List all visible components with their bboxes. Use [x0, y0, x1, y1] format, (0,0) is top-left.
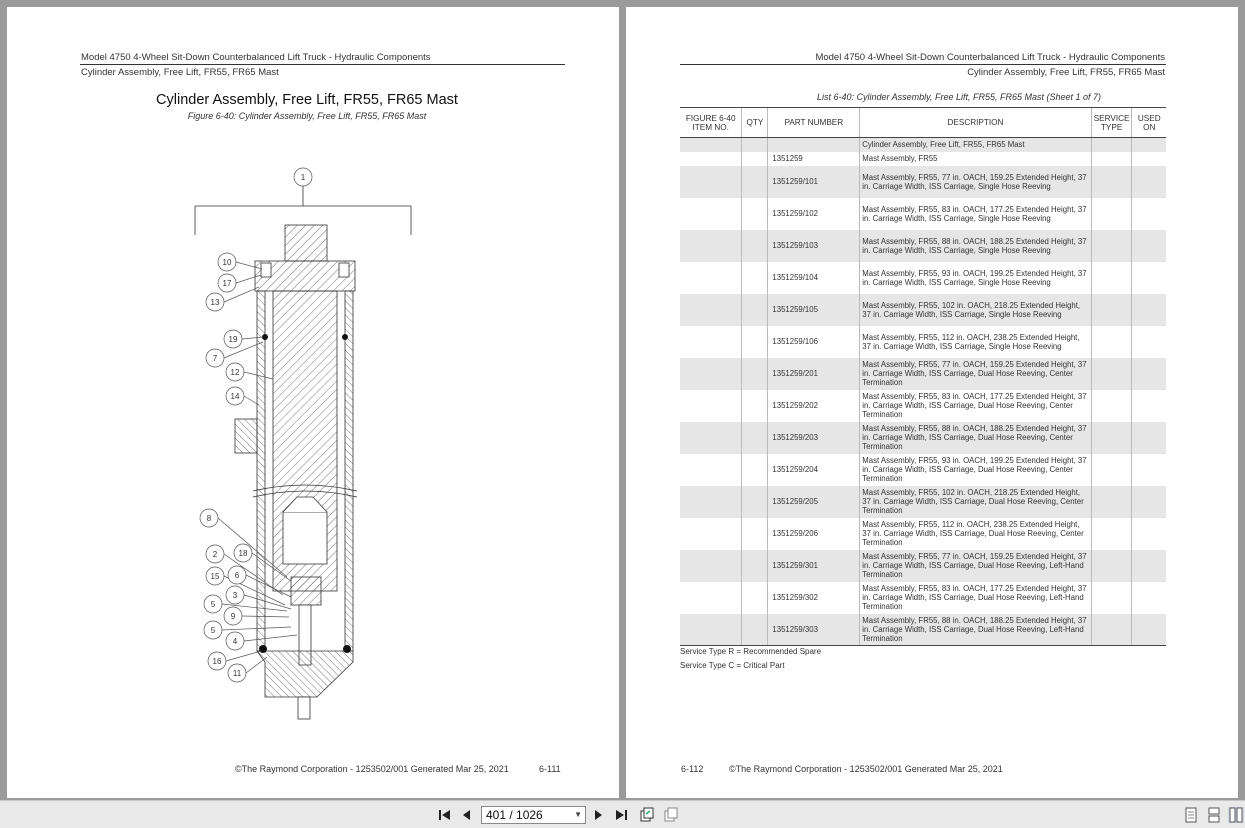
- footer-copyright: ©The Raymond Corporation - 1253502/001 Generated Mar 25, 2021: [235, 764, 509, 774]
- table-row: [680, 454, 1166, 486]
- parts-table: [680, 107, 1166, 646]
- table-row: [680, 518, 1166, 550]
- cell-part-number: 1351259/201: [768, 358, 860, 390]
- cell-service-type: [1091, 198, 1132, 230]
- cell-item-no: [680, 422, 742, 454]
- cell-used-on: [1132, 582, 1166, 614]
- note-service-type-c: Service Type C = Critical Part: [680, 661, 785, 670]
- cell-used-on: [1132, 152, 1166, 166]
- svg-text:5: 5: [210, 600, 216, 609]
- cell-used-on: [1132, 166, 1166, 198]
- cell-part-number: 1351259/205: [768, 486, 860, 518]
- page-header-title: Model 4750 4-Wheel Sit-Down Counterbalanced Lift Truck - Hydraulic Components: [815, 52, 1165, 63]
- svg-text:10: 10: [222, 258, 232, 267]
- cell-used-on: [1132, 422, 1166, 454]
- cell-qty: [742, 614, 768, 646]
- cell-service-type: [1091, 454, 1132, 486]
- cell-qty: [742, 230, 768, 262]
- svg-text:17: 17: [222, 279, 232, 288]
- page-header-subtitle: Cylinder Assembly, Free Lift, FR55, FR65 Mast: [81, 67, 279, 78]
- cell-description: Mast Assembly, FR55, 83 in. OACH, 177.25 Extended Height, 37 in. Carriage Width, ISS Carriage, Single Hose Reeving: [860, 198, 1091, 230]
- cell-description: Cylinder Assembly, Free Lift, FR55, FR65 Mast: [860, 138, 1091, 152]
- cell-used-on: [1132, 390, 1166, 422]
- cell-qty: [742, 262, 768, 294]
- cell-item-no: [680, 454, 742, 486]
- cell-description: Mast Assembly, FR55, 93 in. OACH, 199.25 Extended Height, 37 in. Carriage Width, ISS Carriage, Single Hose Reeving: [860, 262, 1091, 294]
- forward-view-icon[interactable]: [662, 807, 680, 823]
- table-row: [680, 486, 1166, 518]
- cell-qty: [742, 358, 768, 390]
- callout-13: [206, 287, 259, 311]
- cell-part-number: 1351259/203: [768, 422, 860, 454]
- col-used-on: USED ON: [1132, 108, 1166, 138]
- cell-part-number: 1351259/101: [768, 166, 860, 198]
- svg-text:13: 13: [210, 298, 220, 307]
- cell-service-type: [1091, 550, 1132, 582]
- cell-item-no: [680, 230, 742, 262]
- svg-text:8: 8: [206, 514, 212, 523]
- page-header-subtitle: Cylinder Assembly, Free Lift, FR55, FR65 Mast: [967, 67, 1165, 78]
- footer-page-number: 6-112: [681, 764, 704, 774]
- cell-service-type: [1091, 138, 1132, 152]
- back-view-icon[interactable]: [638, 807, 656, 823]
- cell-description: Mast Assembly, FR55, 88 in. OACH, 188.25 Extended Height, 37 in. Carriage Width, ISS Carriage, Dual Hose Reeving, Center Termination: [860, 422, 1091, 454]
- cell-description: Mast Assembly, FR55, 88 in. OACH, 188.25 Extended Height, 37 in. Carriage Width, ISS Carriage, Single Hose Reeving: [860, 230, 1091, 262]
- cell-description: Mast Assembly, FR55, 102 in. OACH, 218.25 Extended Height, 37 in. Carriage Width, ISS Carriage, Single Hose Reeving: [860, 294, 1091, 326]
- footer-page-number: 6-111: [539, 764, 561, 774]
- header-rule: [680, 64, 1166, 65]
- cell-service-type: [1091, 152, 1132, 166]
- cell-service-type: [1091, 518, 1132, 550]
- cell-item-no: [680, 550, 742, 582]
- cell-service-type: [1091, 390, 1132, 422]
- cell-item-no: [680, 358, 742, 390]
- svg-text:1: 1: [300, 173, 306, 182]
- cell-qty: [742, 294, 768, 326]
- cell-qty: [742, 390, 768, 422]
- cell-part-number: 1351259/104: [768, 262, 860, 294]
- svg-text:9: 9: [230, 612, 236, 621]
- cell-service-type: [1091, 166, 1132, 198]
- svg-text:19: 19: [228, 335, 238, 344]
- table-row: [680, 422, 1166, 454]
- svg-text:3: 3: [232, 591, 238, 600]
- cell-description: Mast Assembly, FR55, 83 in. OACH, 177.25 Extended Height, 37 in. Carriage Width, ISS Carriage, Dual Hose Reeving, Left-Hand Termination: [860, 582, 1091, 614]
- table-row: [680, 614, 1166, 646]
- cell-qty: [742, 454, 768, 486]
- cell-service-type: [1091, 582, 1132, 614]
- cell-qty: [742, 166, 768, 198]
- cell-part-number: 1351259/206: [768, 518, 860, 550]
- cell-item-no: [680, 582, 742, 614]
- cell-item-no: [680, 326, 742, 358]
- cell-description: Mast Assembly, FR55, 83 in. OACH, 177.25 Extended Height, 37 in. Carriage Width, ISS Carriage, Dual Hose Reeving, Center Termination: [860, 390, 1091, 422]
- chevron-down-icon: ▼: [574, 810, 582, 819]
- cell-used-on: [1132, 358, 1166, 390]
- cell-description: Mast Assembly, FR55, 88 in. OACH, 188.25 Extended Height, 37 in. Carriage Width, ISS Carriage, Dual Hose Reeving, Left-Hand Termination: [860, 614, 1091, 646]
- callout-14: [226, 387, 259, 405]
- cell-service-type: [1091, 614, 1132, 646]
- viewer-toolbar: [0, 800, 1245, 828]
- footer-copyright: ©The Raymond Corporation - 1253502/001 Generated Mar 25, 2021: [729, 764, 1003, 774]
- table-row: [680, 262, 1166, 294]
- svg-text:7: 7: [212, 354, 218, 363]
- cell-used-on: [1132, 326, 1166, 358]
- cell-used-on: [1132, 454, 1166, 486]
- page-title: Cylinder Assembly, Free Lift, FR55, FR65 Mast: [156, 92, 458, 108]
- prev-page-icon[interactable]: [459, 807, 473, 823]
- right-page: [626, 7, 1238, 798]
- cell-item-no: [680, 138, 742, 152]
- callout-17: [218, 274, 261, 292]
- svg-text:4: 4: [232, 637, 238, 646]
- cell-description: Mast Assembly, FR55, 112 in. OACH, 238.25 Extended Height, 37 in. Carriage Width, ISS Carriage, Dual Hose Reeving, Center Termination: [860, 518, 1091, 550]
- cell-item-no: [680, 166, 742, 198]
- cell-qty: [742, 422, 768, 454]
- callout-11: [228, 657, 267, 682]
- figure-caption: Figure 6-40: Cylinder Assembly, Free Lift, FR55, FR65 Mast: [187, 111, 427, 121]
- cell-used-on: [1132, 550, 1166, 582]
- cell-item-no: [680, 294, 742, 326]
- svg-text:15: 15: [210, 572, 220, 581]
- cell-part-number: 1351259/106: [768, 326, 860, 358]
- table-row: [680, 230, 1166, 262]
- callout-9: [224, 607, 289, 625]
- col-part-number: PART NUMBER: [768, 108, 860, 138]
- table-row: [680, 326, 1166, 358]
- list-caption: List 6-40: Cylinder Assembly, Free Lift, FR55, FR65 Mast (Sheet 1 of 7): [816, 92, 1102, 102]
- cell-service-type: [1091, 262, 1132, 294]
- cell-used-on: [1132, 518, 1166, 550]
- cell-description: Mast Assembly, FR55, 77 in. OACH, 159.25 Extended Height, 37 in. Carriage Width, ISS Carriage, Single Hose Reeving: [860, 166, 1091, 198]
- cell-used-on: [1132, 614, 1166, 646]
- cell-part-number: 1351259: [768, 152, 860, 166]
- cell-part-number: 1351259/204: [768, 454, 860, 486]
- note-service-type-r: Service Type R = Recommended Spare: [680, 647, 822, 656]
- header-rule: [80, 64, 565, 65]
- cell-used-on: [1132, 486, 1166, 518]
- cell-part-number: 1351259/102: [768, 198, 860, 230]
- table-row: [680, 390, 1166, 422]
- cell-qty: [742, 138, 768, 152]
- cell-service-type: [1091, 486, 1132, 518]
- svg-text:18: 18: [238, 549, 248, 558]
- col-description: DESCRIPTION: [860, 108, 1091, 138]
- cell-part-number: 1351259/302: [768, 582, 860, 614]
- cell-description: Mast Assembly, FR55, 77 in. OACH, 159.25 Extended Height, 37 in. Carriage Width, ISS Carriage, Dual Hose Reeving, Left-Hand Termination: [860, 550, 1091, 582]
- cell-item-no: [680, 152, 742, 166]
- continuous-icon[interactable]: [1207, 807, 1221, 823]
- cell-used-on: [1132, 138, 1166, 152]
- table-row: [680, 582, 1166, 614]
- svg-text:16: 16: [212, 657, 222, 666]
- cell-service-type: [1091, 326, 1132, 358]
- table-row: [680, 358, 1166, 390]
- callout-5b: [204, 621, 291, 639]
- col-item-no: FIGURE 6-40 ITEM NO.: [680, 108, 742, 138]
- cell-description: Mast Assembly, FR55, 112 in. OACH, 238.25 Extended Height, 37 in. Carriage Width, ISS Carriage, Single Hose Reeving: [860, 326, 1091, 358]
- svg-text:11: 11: [232, 669, 242, 678]
- cell-description: Mast Assembly, FR55, 102 in. OACH, 218.25 Extended Height, 37 in. Carriage Width, ISS Carriage, Dual Hose Reeving, Center Termination: [860, 486, 1091, 518]
- col-service-type: SERVICE TYPE: [1091, 108, 1132, 138]
- cell-service-type: [1091, 422, 1132, 454]
- next-page-icon[interactable]: [592, 807, 606, 823]
- two-page-icon[interactable]: [1228, 807, 1244, 823]
- cell-used-on: [1132, 198, 1166, 230]
- cell-qty: [742, 518, 768, 550]
- table-row: [680, 138, 1166, 152]
- cell-used-on: [1132, 294, 1166, 326]
- svg-text:12: 12: [230, 368, 240, 377]
- cell-qty: [742, 198, 768, 230]
- cell-item-no: [680, 486, 742, 518]
- single-page-icon[interactable]: [1184, 807, 1198, 823]
- svg-text:2: 2: [212, 550, 218, 559]
- cylinder-drawing: [187, 157, 447, 727]
- cell-description: Mast Assembly, FR55: [860, 152, 1091, 166]
- table-row: [680, 152, 1166, 166]
- page-number-input[interactable]: [481, 806, 586, 824]
- cell-qty: [742, 152, 768, 166]
- cell-qty: [742, 486, 768, 518]
- cell-qty: [742, 326, 768, 358]
- cell-item-no: [680, 390, 742, 422]
- cell-part-number: 1351259/202: [768, 390, 860, 422]
- cell-qty: [742, 582, 768, 614]
- cell-part-number: 1351259/103: [768, 230, 860, 262]
- cell-service-type: [1091, 230, 1132, 262]
- cell-part-number: 1351259/301: [768, 550, 860, 582]
- cell-used-on: [1132, 262, 1166, 294]
- left-page: [7, 7, 619, 798]
- cell-part-number: [768, 138, 860, 152]
- table-row: [680, 294, 1166, 326]
- cell-item-no: [680, 262, 742, 294]
- table-row: [680, 550, 1166, 582]
- cell-service-type: [1091, 294, 1132, 326]
- cell-part-number: 1351259/105: [768, 294, 860, 326]
- svg-text:5: 5: [210, 626, 216, 635]
- cell-service-type: [1091, 358, 1132, 390]
- first-page-icon[interactable]: [437, 807, 453, 823]
- cell-description: Mast Assembly, FR55, 93 in. OACH, 199.25 Extended Height, 37 in. Carriage Width, ISS Carriage, Dual Hose Reeving, Center Termination: [860, 454, 1091, 486]
- svg-text:14: 14: [230, 392, 240, 401]
- cell-item-no: [680, 614, 742, 646]
- table-row: [680, 166, 1166, 198]
- page-header-title: Model 4750 4-Wheel Sit-Down Counterbalanced Lift Truck - Hydraulic Components: [81, 52, 431, 63]
- callout-12: [226, 363, 273, 381]
- svg-text:6: 6: [234, 571, 240, 580]
- cell-item-no: [680, 518, 742, 550]
- table-row: [680, 198, 1166, 230]
- callout-1: [294, 168, 312, 186]
- cell-description: Mast Assembly, FR55, 77 in. OACH, 159.25 Extended Height, 37 in. Carriage Width, ISS Carriage, Dual Hose Reeving, Center Termination: [860, 358, 1091, 390]
- cell-part-number: 1351259/303: [768, 614, 860, 646]
- last-page-icon[interactable]: [613, 807, 629, 823]
- cell-used-on: [1132, 230, 1166, 262]
- cell-item-no: [680, 198, 742, 230]
- page-indicator-text: 401 / 1026: [486, 808, 543, 822]
- col-qty: QTY: [742, 108, 768, 138]
- cell-qty: [742, 550, 768, 582]
